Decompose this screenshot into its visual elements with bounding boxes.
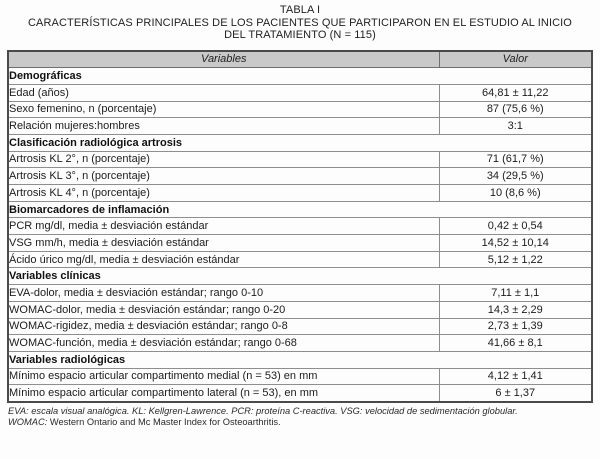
section-row bbox=[8, 201, 592, 218]
variable-value: 71 (61,7 %) bbox=[439, 151, 592, 168]
variable-label: WOMAC-función, media ± desviación estándar; rango 0-68 bbox=[8, 335, 439, 352]
section-label: Clasificación radiológica artrosis bbox=[8, 134, 592, 151]
table-row bbox=[8, 168, 592, 185]
variable-label: Sexo femenino, n (porcentaje) bbox=[8, 101, 439, 118]
variable-label: VSG mm/h, media ± desviación estándar bbox=[8, 235, 439, 252]
table-row bbox=[8, 285, 592, 302]
variable-value: 0,42 ± 0,54 bbox=[439, 218, 592, 235]
variable-value: 87 (75,6 %) bbox=[439, 101, 592, 118]
footnote-line-1: EVA: escala visual analógica. KL: Kellgren-Lawrence. PCR: proteína C-reactiva. VSG: velocidad de sedimentación globular. bbox=[8, 405, 518, 416]
variable-label: EVA-dolor, media ± desviación estándar; rango 0-10 bbox=[8, 285, 439, 302]
variable-label: WOMAC-dolor, media ± desviación estándar; rango 0-20 bbox=[8, 301, 439, 318]
table-caption bbox=[0, 0, 600, 42]
table-number: TABLA I bbox=[279, 4, 321, 16]
table-row bbox=[8, 335, 592, 352]
section-label: Biomarcadores de inflamación bbox=[8, 201, 592, 218]
variable-value: 34 (29,5 %) bbox=[439, 168, 592, 185]
table-row bbox=[8, 368, 592, 385]
variable-label: Artrosis KL 2°, n (porcentaje) bbox=[8, 151, 439, 168]
column-header-variables: Variables bbox=[8, 51, 439, 68]
variable-label: PCR mg/dl, media ± desviación estándar bbox=[8, 218, 439, 235]
header-row bbox=[8, 51, 592, 68]
table-row bbox=[8, 84, 592, 101]
variable-label: Relación mujeres:hombres bbox=[8, 118, 439, 135]
variable-label: Mínimo espacio articular compartimento medial (n = 53) en mm bbox=[8, 368, 439, 385]
section-row bbox=[8, 68, 592, 85]
footnote-womac-text: Western Ontario and Mc Master Index for Osteoarthritis. bbox=[47, 416, 281, 427]
variable-value: 10 (8,6 %) bbox=[439, 185, 592, 202]
variable-label: Edad (años) bbox=[8, 84, 439, 101]
variable-value: 6 ± 1,37 bbox=[439, 385, 592, 402]
variable-value: 64,81 ± 11,22 bbox=[439, 84, 592, 101]
section-row bbox=[8, 268, 592, 285]
variable-label: Artrosis KL 4°, n (porcentaje) bbox=[8, 185, 439, 202]
table-row bbox=[8, 301, 592, 318]
footnote-womac-abbr: WOMAC: bbox=[8, 416, 48, 427]
variable-label: Artrosis KL 3°, n (porcentaje) bbox=[8, 168, 439, 185]
table-row bbox=[8, 151, 592, 168]
variable-value: 41,66 ± 8,1 bbox=[439, 335, 592, 352]
section-label: Demográficas bbox=[8, 68, 592, 85]
table-title-line-1: CARACTERÍSTICAS PRINCIPALES DE LOS PACIENTES QUE PARTICIPARON EN EL ESTUDIO AL INICIO bbox=[28, 16, 572, 29]
table-row bbox=[8, 118, 592, 135]
variable-value: 4,12 ± 1,41 bbox=[439, 368, 592, 385]
variable-value: 14,52 ± 10,14 bbox=[439, 235, 592, 252]
table-row bbox=[8, 251, 592, 268]
variable-value: 3:1 bbox=[439, 118, 592, 135]
table-row bbox=[8, 218, 592, 235]
footnote-line-2 bbox=[8, 417, 592, 428]
footnote bbox=[8, 406, 592, 428]
table-row bbox=[8, 318, 592, 335]
table-row bbox=[8, 185, 592, 202]
table-row bbox=[8, 235, 592, 252]
column-header-valor: Valor bbox=[439, 51, 592, 68]
variable-label: Mínimo espacio articular compartimento lateral (n = 53), en mm bbox=[8, 385, 439, 402]
variable-value: 7,11 ± 1,1 bbox=[439, 285, 592, 302]
table-title-line-2: DEL TRATAMIENTO (N = 115) bbox=[224, 29, 376, 41]
variable-label: Ácido úrico mg/dl, media ± desviación estándar bbox=[8, 251, 439, 268]
table-row bbox=[8, 385, 592, 402]
variable-value: 14,3 ± 2,29 bbox=[439, 301, 592, 318]
section-label: Variables clínicas bbox=[8, 268, 592, 285]
section-label: Variables radiológicas bbox=[8, 351, 592, 368]
variable-value: 5,12 ± 1,22 bbox=[439, 251, 592, 268]
section-row bbox=[8, 134, 592, 151]
variable-value: 2,73 ± 1,39 bbox=[439, 318, 592, 335]
variable-label: WOMAC-rigidez, media ± desviación estándar; rango 0-8 bbox=[8, 318, 439, 335]
characteristics-table bbox=[7, 50, 593, 403]
section-row bbox=[8, 351, 592, 368]
table-row bbox=[8, 101, 592, 118]
